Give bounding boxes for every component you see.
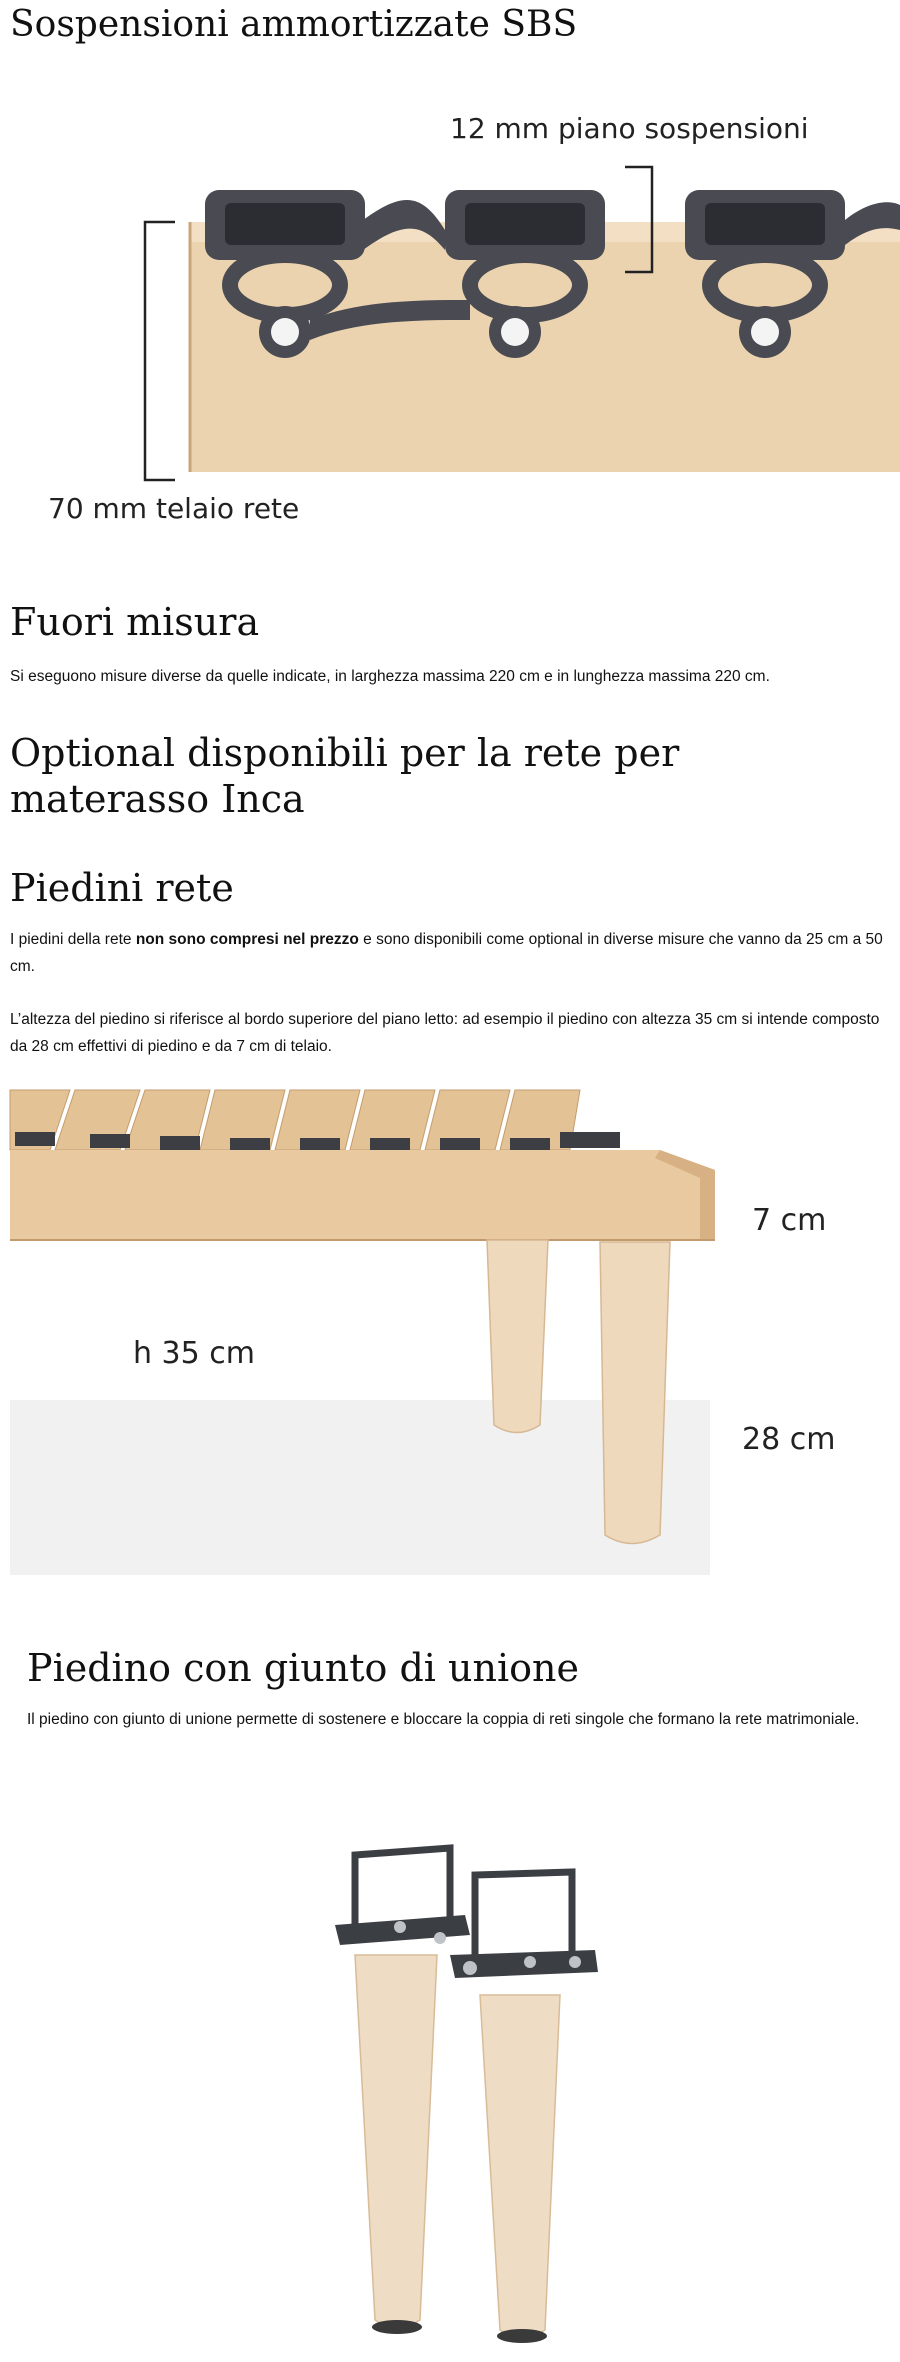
section-title-sbs: Sospensioni ammortizzate SBS <box>10 4 578 45</box>
section-title-fuori-misura: Fuori misura <box>10 600 260 644</box>
label-frame-height: 70 mm telaio rete <box>48 492 300 525</box>
label-frame-cm: 7 cm <box>752 1203 827 1238</box>
giunto-text: Il piedino con giunto di unione permette di sostenere e bloccare la coppia di reti singole che formano la rete matrimoniale. <box>27 1711 860 1728</box>
piedini-p1-bold: non sono compresi nel prezzo <box>135 931 359 948</box>
piedini-paragraph-2: L’altezza del piedino si riferisce al bordo superiore del piano letto: ad esempio il piedino con altezza 35 cm si intende composto da 28 cm effettivi di piedino e da 7 cm di telaio. <box>10 1011 880 1055</box>
label-leg-cm: 28 cm <box>742 1422 836 1457</box>
piedini-p1-before: I piedini della rete <box>10 931 136 948</box>
leg-with-joint-illustration <box>325 1840 625 2350</box>
label-suspension-height: 12 mm piano sospensioni <box>450 112 809 145</box>
fuori-misura-text: Si eseguono misure diverse da quelle indicate, in larghezza massima 220 cm e in lunghezza massima 220 cm. <box>10 668 770 685</box>
section-title-giunto: Piedino con giunto di unione <box>27 1646 579 1690</box>
piedini-paragraph-1 <box>10 926 885 980</box>
label-total-height: h 35 cm <box>133 1336 255 1371</box>
piedini-p1-after: e sono disponibili come optional in diverse misure che vanno da 25 cm a 50 cm. <box>10 931 883 975</box>
section-title-piedini: Piedini rete <box>10 866 234 910</box>
section-title-optional: Optional disponibili per la rete per materasso Inca <box>10 731 680 821</box>
